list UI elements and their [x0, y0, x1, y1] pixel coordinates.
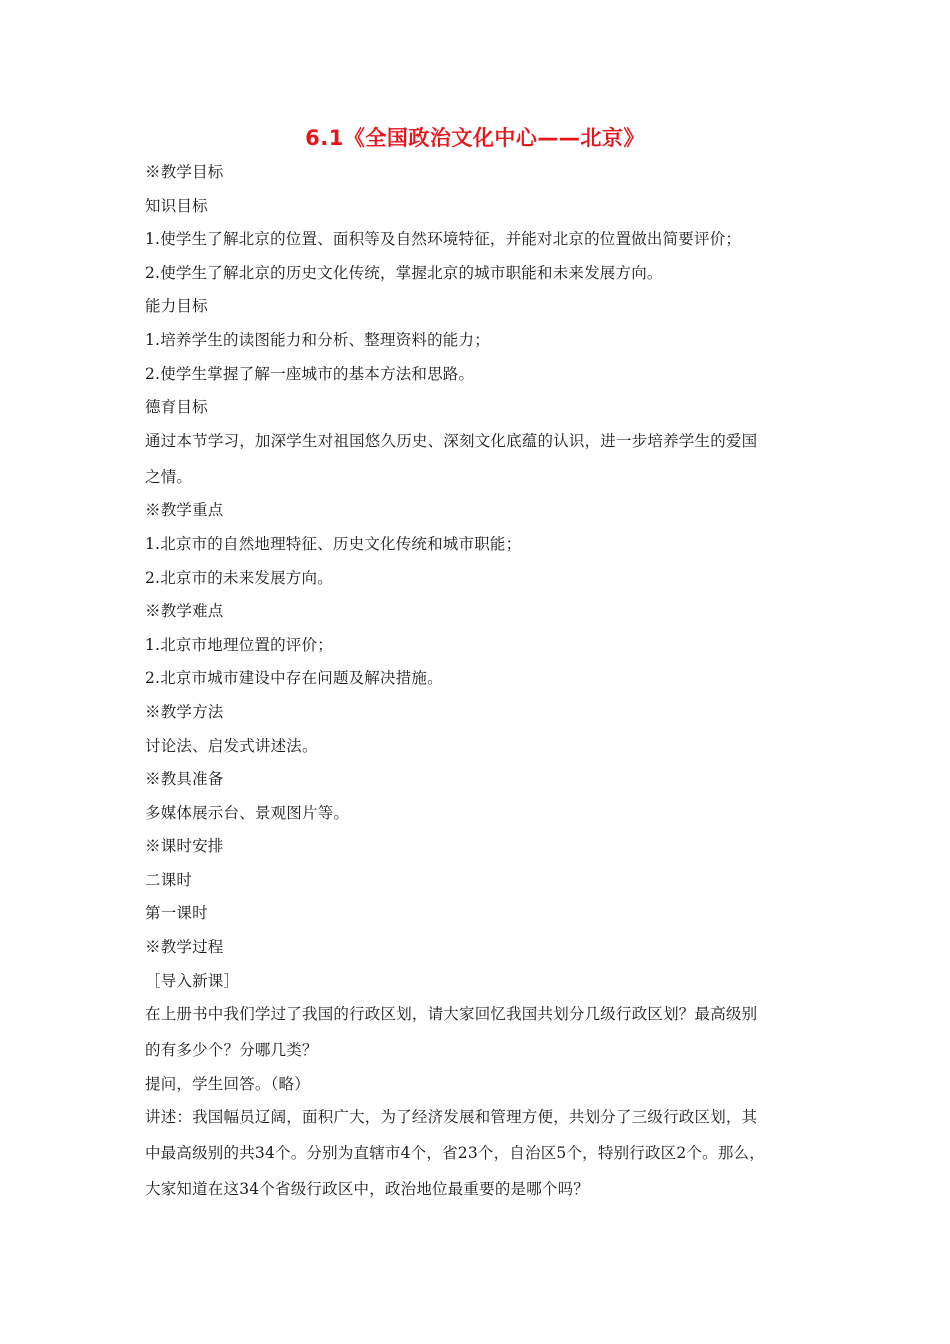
subheading: 德育目标	[145, 398, 208, 417]
section-heading: ※教学目标	[145, 163, 224, 181]
section-heading: ※教具准备	[145, 770, 224, 789]
document-body	[145, 158, 810, 1209]
paragraph-line: 1.北京市的自然地理特征、历史文化传统和城市职能；	[145, 534, 522, 553]
subheading: 能力目标	[145, 297, 208, 316]
section-heading: ※教学难点	[145, 602, 224, 621]
subheading: 知识目标	[145, 196, 208, 215]
paragraph-line: 通过本节学习，加深学生对祖国悠久历史、深刻文化底蕴的认识，进一步培养学生的爱国	[145, 431, 758, 450]
paragraph-line: 的有多少个？分哪几类？	[145, 1041, 318, 1060]
document-title: 6.1《全国政治文化中心——北京》	[305, 126, 645, 150]
paragraph-line: 1.使学生了解北京的位置、面积等及自然环境特征，并能对北京的位置做出简要评价；	[145, 230, 742, 249]
paragraph-line: 第一课时	[145, 904, 208, 923]
paragraph-line: 1.北京市地理位置的评价；	[145, 635, 333, 654]
section-heading: ※教学重点	[145, 501, 224, 520]
paragraph-line: 之情。	[145, 467, 193, 486]
paragraph-line: 2.使学生掌握了解一座城市的基本方法和思路。	[145, 364, 475, 383]
paragraph-line: 二课时	[145, 870, 193, 889]
paragraph-line: 2.使学生了解北京的历史文化传统，掌握北京的城市职能和未来发展方向。	[145, 263, 663, 282]
paragraph-line: 2.北京市城市建设中存在问题及解决措施。	[145, 669, 443, 688]
section-heading: ※课时安排	[145, 837, 224, 856]
paragraph-line: 在上册书中我们学过了我国的行政区划，请大家回忆我国共划分几级行政区划？最高级别	[145, 1005, 758, 1024]
paragraph-line: 中最高级别的共34个。分别为直辖市4个，省23个，自治区5个，特别行政区2个。那么，	[145, 1144, 765, 1163]
paragraph-line: 提问，学生回答。（略）	[145, 1074, 310, 1093]
paragraph-line: 多媒体展示台、景观图片等。	[145, 803, 350, 822]
section-heading: ※教学方法	[145, 702, 224, 721]
subheading: ［导入新课］	[145, 971, 240, 990]
paragraph-line: 讲述：我国幅员辽阔，面积广大，为了经济发展和管理方便，共划分了三级行政区划，其	[145, 1108, 758, 1127]
paragraph-line: 大家知道在这34个省级行政区中，政治地位最重要的是哪个吗？	[145, 1180, 590, 1199]
paragraph-line: 1.培养学生的读图能力和分析、整理资料的能力；	[145, 330, 490, 349]
section-heading: ※教学过程	[145, 938, 224, 957]
paragraph-line: 讨论法、启发式讲述法。	[145, 736, 318, 755]
paragraph-line: 2.北京市的未来发展方向。	[145, 568, 333, 587]
